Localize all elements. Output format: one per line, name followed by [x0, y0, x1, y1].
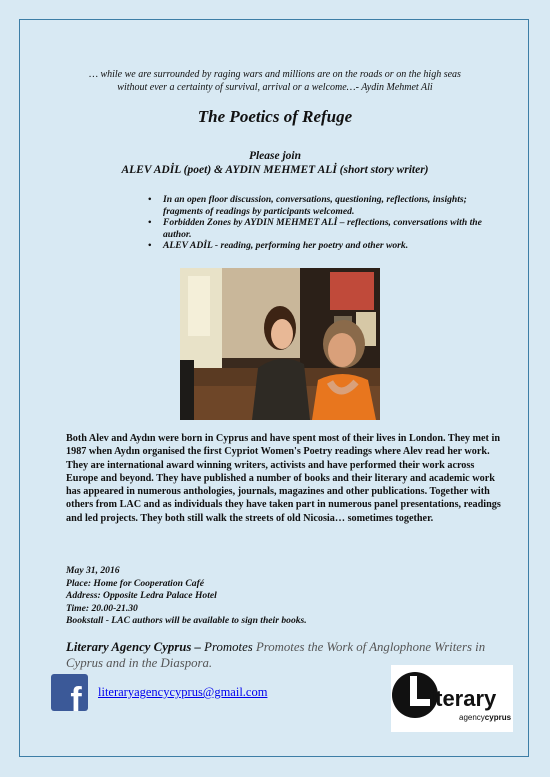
program-list — [148, 194, 508, 252]
opening-quote — [40, 68, 510, 94]
facebook-letter: f — [70, 681, 82, 711]
invitation — [40, 149, 510, 177]
event-address: Address: Opposite Ledra Palace Hotel — [66, 590, 217, 602]
facebook-icon[interactable] — [51, 674, 88, 711]
program-item: • Forbidden Zones by AYDIN MEHMET ALİ – reflections, conversations with the author. — [148, 217, 508, 240]
quote-line-1: … while we are surrounded by raging wars and millions are on the roads or on the high seas — [89, 69, 461, 80]
event-time: Time: 20.00-21.30 — [66, 602, 138, 614]
agency-name: Literary Agency Cyprus – — [66, 640, 201, 654]
poster-title: The Poetics of Refuge — [197, 107, 353, 126]
quote-line-2: without ever a certainty of survival, arrival or a welcome…- Aydin Mehmet Ali — [117, 82, 433, 93]
literary-agency-logo — [391, 665, 513, 732]
event-place: Place: Home for Cooperation Café — [66, 577, 205, 589]
invitation-line-1: Please join — [248, 150, 302, 162]
logo-word: iterary — [429, 686, 497, 711]
agency-tagline: Promotes the Work of Anglophone Writers in Cyprus and in the Diaspora. — [66, 640, 486, 670]
email-link[interactable]: literaryagencycyprus@gmail.com — [98, 685, 268, 699]
logo-sub-agency: agency — [459, 713, 485, 722]
program-item: • In an open floor discussion, conversations, questioning, reflections, insights; fragments of readings by participants welcomed. — [148, 194, 508, 217]
svg-text:agencycyprus — [459, 713, 512, 722]
authors-bio: Both Alev and Aydın were born in Cyprus and have spent most of their lives in London. They met in 1987 when Aydın organised the first Cypriot Women's Poetry readings where Alev read her work. They are international award winning writers, activists and have performed their work across Europe and beyond. They have published a number of books and their literary and academic work has appeared in numerous anthologies, journals, magazines and other publications. Together with others from LAC and as individuals they have taken part in numerous panel presentations, readings and led projects. They both still walk the streets of old Nicosia… sometimes together. — [66, 433, 501, 524]
authors-photo — [180, 268, 380, 420]
logo-sub-cyprus: cyprus — [484, 713, 512, 722]
event-bookstall: Bookstall - LAC authors will be available to sign their books. — [66, 615, 307, 627]
event-details — [66, 565, 506, 628]
invitation-line-2: ALEV ADİL (poet) & AYDIN MEHMET ALİ (short story writer) — [121, 164, 429, 176]
event-date: May 31, 2016 — [66, 565, 120, 576]
program-item: • ALEV ADİL - reading, performing her poetry and other work. — [148, 240, 508, 252]
agency-promotes: Promotes — [204, 640, 253, 654]
